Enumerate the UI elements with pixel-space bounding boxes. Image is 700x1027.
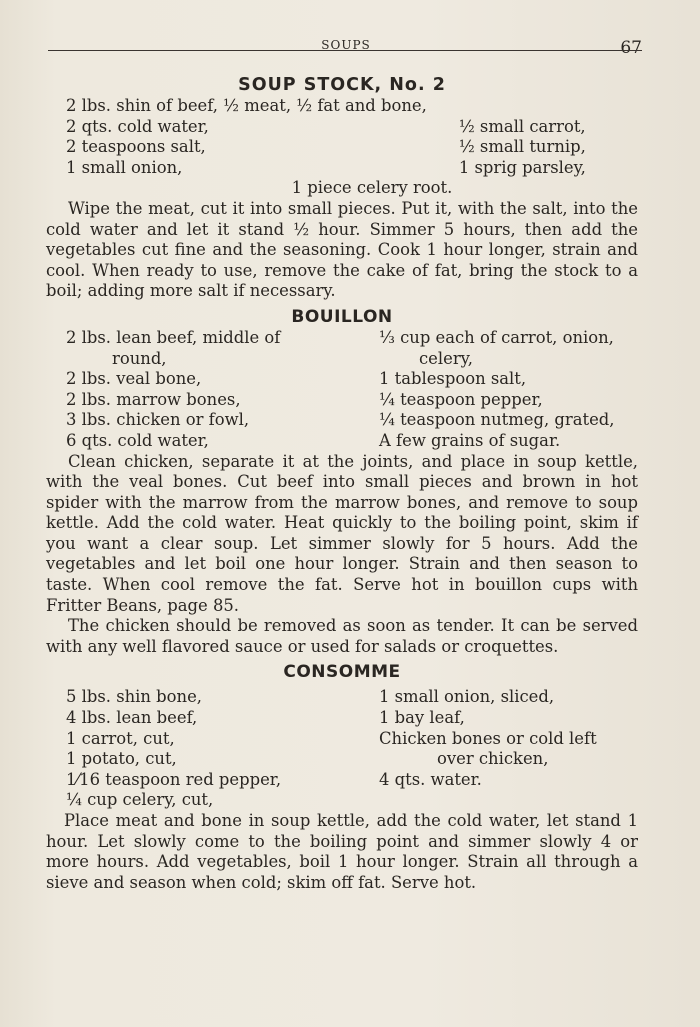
- ingredient: 1⁄16 teaspoon red pepper,: [66, 769, 282, 789]
- running-header: [50, 34, 642, 64]
- ingredient: 2 qts. cold water,: [66, 116, 209, 136]
- ingredient: over chicken,: [437, 749, 549, 769]
- ingredient: 1 bay leaf,: [379, 708, 465, 728]
- ingredient: 1 tablespoon salt,: [379, 369, 527, 389]
- ingredient: 1 carrot, cut,: [66, 728, 175, 748]
- ingredient: 1 small onion,: [66, 157, 183, 177]
- ingredients-bouillon: [66, 328, 638, 452]
- ingredient: 1 sprig parsley,: [458, 157, 586, 177]
- ingredient: Chicken bones or cold left: [379, 728, 597, 748]
- ingredient: 4 qts. water.: [379, 769, 482, 789]
- ingredient: ¼ teaspoon pepper,: [379, 389, 543, 409]
- ingredient-column-left: [66, 328, 347, 452]
- ingredients-consomme: [66, 687, 638, 811]
- ingredient: ½ small carrot,: [458, 116, 586, 136]
- ingredient: 2 lbs. veal bone,: [66, 369, 202, 389]
- ingredient: [459, 96, 638, 117]
- ingredient: 1 potato, cut,: [66, 749, 177, 769]
- ingredient: ¼ cup celery, cut,: [66, 790, 214, 810]
- recipe-title-consomme: CONSOMME: [283, 662, 401, 683]
- ingredient: ¼ teaspoon nutmeg, grated,: [379, 410, 615, 430]
- ingredient-column-left: [66, 96, 427, 178]
- ingredient: 4 lbs. lean beef,: [66, 708, 198, 728]
- recipe-title-soup-stock: SOUP STOCK, No. 2: [238, 75, 446, 95]
- page-content: [46, 74, 638, 893]
- ingredient: A few grains of sugar.: [379, 430, 561, 450]
- recipe-note: The chicken should be removed as soon as tender. It can be served with any well flavored sauce or used for salads or croquettes.: [46, 616, 638, 656]
- ingredient-column-right: [437, 96, 638, 178]
- ingredient: 6 qts. cold water,: [66, 430, 209, 450]
- recipe-directions: Place meat and bone in soup kettle, add the cold water, let stand 1 hour. Let slowly come to the boiling point and simmer slowly 4 or more hours. Add vegetables, boil 1 hour longer. Strain all through a sieve and season when cold; skim off fat. Serve hot.: [46, 811, 638, 892]
- ingredient: 2 teaspoons salt,: [66, 137, 206, 157]
- ingredient-column-right: [357, 328, 638, 452]
- ingredient: ½ small turnip,: [458, 137, 586, 157]
- recipe-directions: Clean chicken, separate it at the joints, and place in soup kettle, with the veal bones. Cut beef into small pieces and brown in hot spider with the marrow from the marrow bones, and remove to soup kettle. Add the cold water. Heat quickly to the boiling point, skim if you want a clear soup. Let simmer slowly for 5 hours. Add the vegetables and let boil one hour longer. Strain and then season to taste. When cool remove the fat. Serve hot in bouillon cups with Fritter Beans, page 85.: [46, 451, 638, 615]
- page-number: 67: [620, 38, 642, 58]
- ingredients-soup-stock: [66, 96, 638, 178]
- section-title: SOUPS: [321, 38, 371, 52]
- ingredient: 2 lbs. marrow bones,: [66, 389, 241, 409]
- ingredient: round,: [112, 348, 167, 368]
- ingredient-column-right: [357, 687, 638, 811]
- ingredient: 2 lbs. shin of beef, ½ meat, ½ fat and bone,: [66, 96, 427, 115]
- ingredient: 1 small onion, sliced,: [379, 687, 555, 707]
- ingredient: 1 piece celery root.: [291, 178, 453, 198]
- ingredient: [379, 790, 638, 811]
- recipe-title-bouillon: BOUILLON: [291, 306, 393, 327]
- ingredient: 3 lbs. chicken or fowl,: [66, 410, 250, 430]
- ingredient-column-left: [66, 687, 347, 811]
- recipe-directions: Wipe the meat, cut it into small pieces. Put it, with the salt, into the cold water and let it stand ½ hour. Simmer 5 hours, then add the vegetables cut fine and the seasoning. Cook 1 hour longer, strain and cool. When ready to use, remove the cake of fat, bring the stock to a boil; adding more salt if necessary.: [46, 198, 638, 301]
- ingredient: 5 lbs. shin bone,: [66, 687, 203, 707]
- ingredient: 2 lbs. lean beef, middle of: [66, 327, 281, 347]
- header-rule: [48, 50, 642, 51]
- ingredient: ⅓ cup each of carrot, onion,: [379, 327, 614, 347]
- ingredient: celery,: [419, 348, 473, 368]
